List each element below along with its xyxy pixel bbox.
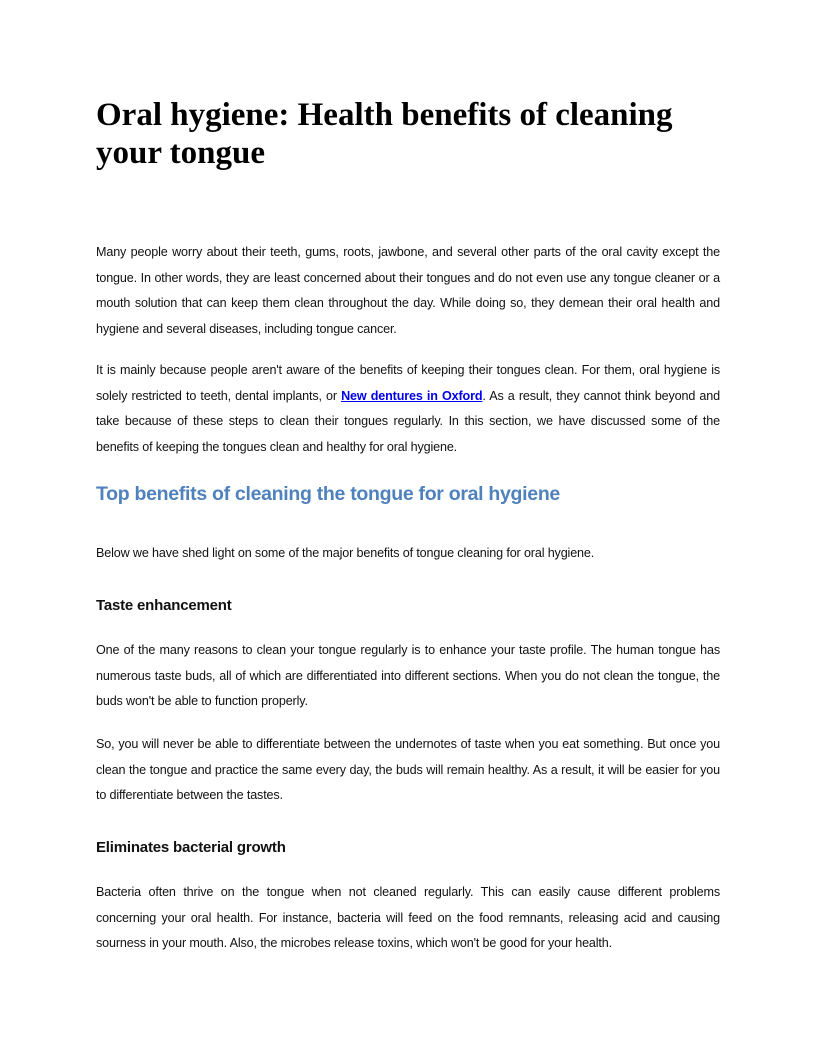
- awareness-paragraph: [96, 358, 720, 460]
- title-line-2: your tongue: [96, 135, 265, 171]
- page-title: [96, 96, 736, 172]
- intro-paragraph: Many people worry about their teeth, gums, roots, jawbone, and several other parts of the oral cavity except the tongue. In other words, they are least concerned about their tongues and do not even use any tongue cleaner or a mouth solution that can keep them clean throughout the day. While doing so, they demean their oral health and hygiene and several diseases, including tongue cancer.: [96, 245, 720, 336]
- subsection-heading-bacteria: Eliminates bacterial growth: [96, 839, 286, 856]
- section-intro-paragraph: Below we have shed light on some of the major benefits of tongue cleaning for oral hygiene.: [96, 546, 595, 560]
- dentures-link[interactable]: New dentures in Oxford: [341, 388, 483, 403]
- subsection-heading-taste: Taste enhancement: [96, 597, 232, 614]
- bacteria-paragraph-1: Bacteria often thrive on the tongue when not cleaned regularly. This can easily cause different problems concerning your oral health. For instance, bacteria will feed on the food remnants, releasing acid and causing sourness in your mouth. Also, the microbes release toxins, which won't be good for your health.: [96, 885, 720, 951]
- awareness-text-before-link: It is mainly because people aren't aware of the benefits of keeping their tongues clean. For them, oral hygiene is solely restricted to teeth, dental implants, or: [96, 363, 720, 403]
- section-heading: Top benefits of cleaning the tongue for oral hygiene: [96, 483, 560, 505]
- taste-paragraph-1: One of the many reasons to clean your tongue regularly is to enhance your taste profile. The human tongue has numerous taste buds, all of which are differentiated into different sections. When you do not clean the tongue, the buds won't be able to function properly.: [96, 643, 720, 709]
- awareness-text-after-link: . As a result, they cannot think beyond and take because of these steps to clean their tongues regularly. In this section, we have discussed some of the benefits of keeping the tongues clean and healthy for oral hygiene.: [96, 388, 720, 454]
- title-line-1: Oral hygiene: Health benefits of cleaning: [96, 97, 673, 133]
- taste-paragraph-2: So, you will never be able to differentiate between the undernotes of taste when you eat something. But once you clean the tongue and practice the same every day, the buds will remain healthy. As a result, it will be easier for you to differentiate between the tastes.: [96, 737, 720, 803]
